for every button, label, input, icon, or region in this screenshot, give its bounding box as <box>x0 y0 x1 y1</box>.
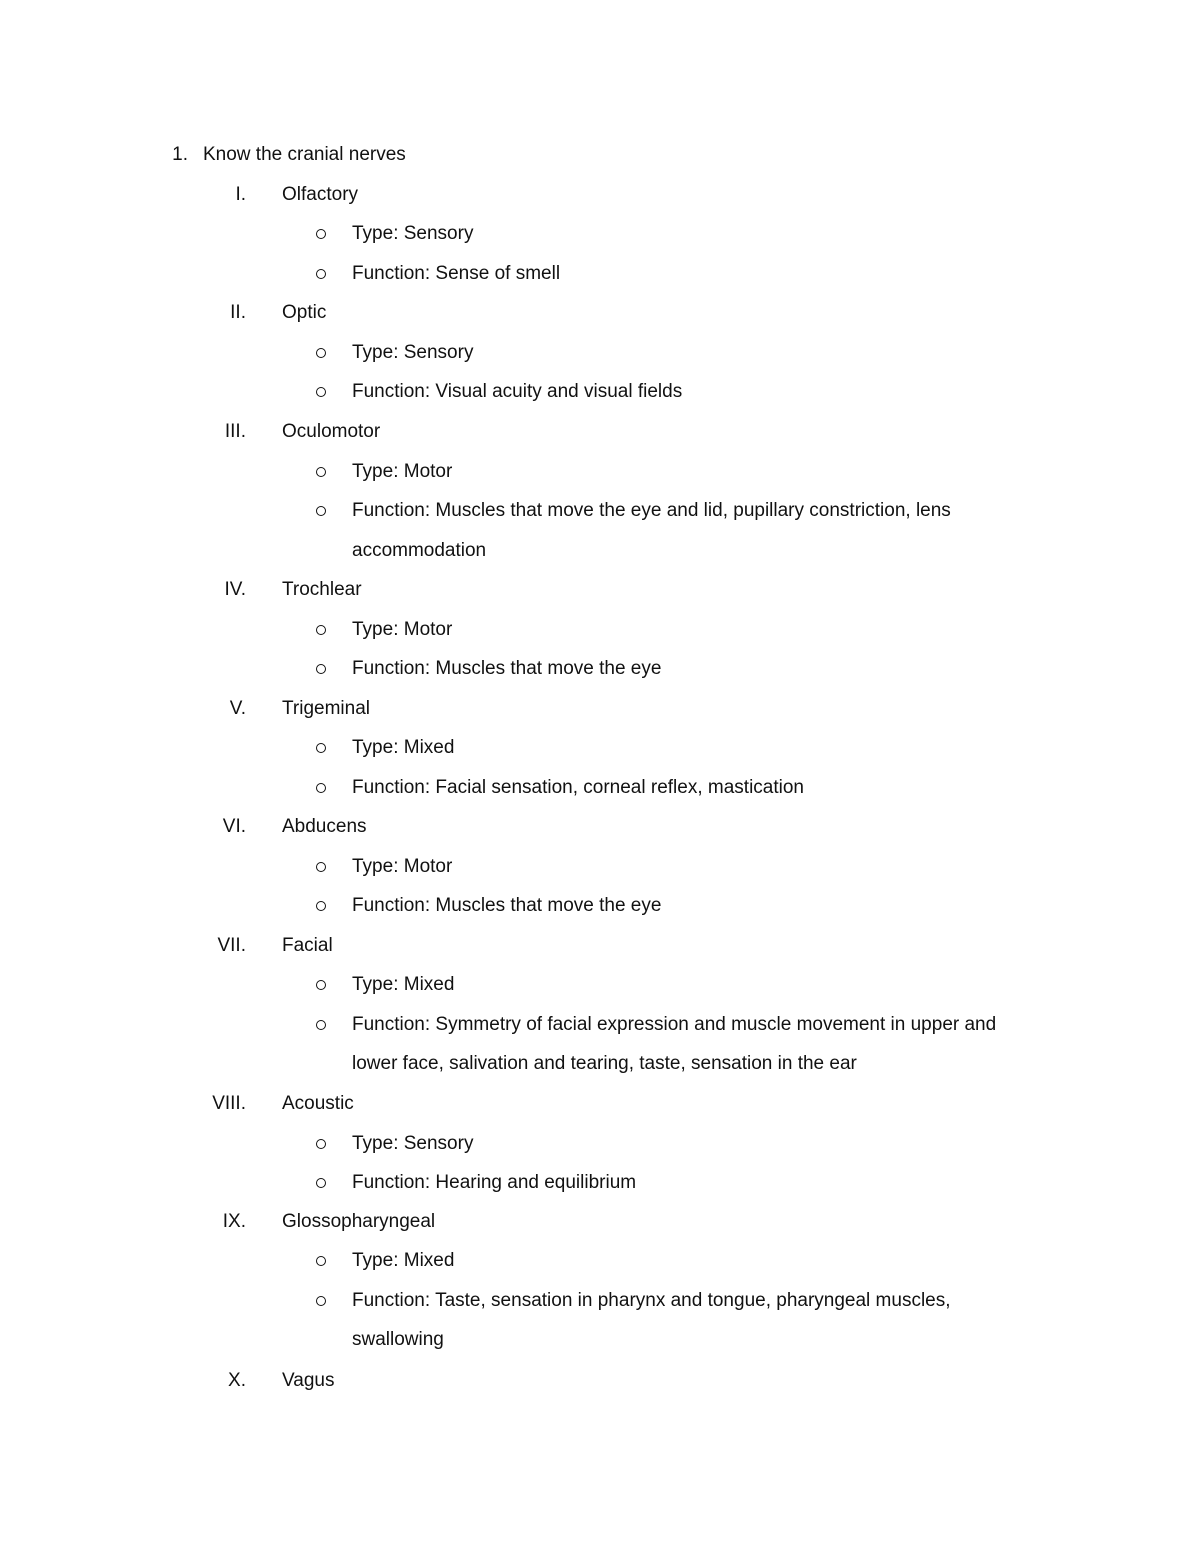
roman-numeral: V. <box>229 698 246 719</box>
nerve-item <box>0 812 1200 842</box>
nerve-item <box>0 417 1200 447</box>
nerve-type: Type: Sensory <box>0 338 1200 368</box>
nerve-function: Function: Hearing and equilibrium <box>0 1168 1200 1198</box>
circle-bullet-icon <box>316 1020 326 1030</box>
circle-bullet-icon <box>316 664 326 674</box>
nerve-item <box>0 1089 1200 1119</box>
circle-bullet-icon <box>316 348 326 358</box>
circle-bullet-icon <box>316 980 326 990</box>
circle-bullet-icon <box>316 1256 326 1266</box>
nerve-name: Trigeminal <box>282 698 370 719</box>
nerve-name: Vagus <box>282 1370 335 1391</box>
roman-numeral: VIII. <box>212 1093 246 1114</box>
roman-numeral: II. <box>230 302 246 323</box>
circle-bullet-icon <box>316 862 326 872</box>
roman-numeral: VI. <box>222 816 246 837</box>
nerve-function-continued: lower face, salivation and tearing, taste, sensation in the ear <box>352 1053 857 1074</box>
nerve-type: Type: Motor <box>0 852 1200 882</box>
nerve-type: Type: Mixed <box>0 970 1200 1000</box>
nerve-item <box>0 298 1200 328</box>
nerve-function: Function: Muscles that move the eye and lid, pupillary constriction, lens <box>0 496 1200 526</box>
nerve-item <box>0 575 1200 605</box>
list-number: 1. <box>172 144 188 165</box>
circle-bullet-icon <box>316 625 326 635</box>
circle-bullet-icon <box>316 506 326 516</box>
nerve-type: Type: Motor <box>0 615 1200 645</box>
nerve-type: Type: Sensory <box>0 219 1200 249</box>
nerve-type: Type: Mixed <box>0 733 1200 763</box>
list-item-main <box>0 140 1200 170</box>
circle-bullet-icon <box>316 1296 326 1306</box>
nerve-name: Facial <box>282 935 333 956</box>
nerve-function-continued: accommodation <box>352 540 487 561</box>
roman-numeral: I. <box>235 184 246 205</box>
circle-bullet-icon <box>316 901 326 911</box>
nerve-name: Abducens <box>282 816 367 837</box>
roman-numeral: IX. <box>222 1211 246 1232</box>
nerve-function-continued: swallowing <box>352 1329 444 1350</box>
nerve-type: Type: Sensory <box>0 1129 1200 1159</box>
nerve-item <box>0 1207 1200 1237</box>
roman-numeral: III. <box>224 421 246 442</box>
circle-bullet-icon <box>316 1139 326 1149</box>
nerve-function: Function: Symmetry of facial expression and muscle movement in upper and <box>0 1010 1200 1040</box>
roman-numeral: IV. <box>224 579 246 600</box>
circle-bullet-icon <box>316 467 326 477</box>
nerve-function: Function: Sense of smell <box>0 259 1200 289</box>
circle-bullet-icon <box>316 269 326 279</box>
nerve-name: Glossopharyngeal <box>282 1211 436 1232</box>
nerve-type: Type: Motor <box>0 457 1200 487</box>
nerve-item <box>0 1366 1200 1396</box>
nerve-item <box>0 180 1200 210</box>
nerve-name: Trochlear <box>282 579 362 600</box>
nerve-name: Optic <box>282 302 327 323</box>
nerve-name: Olfactory <box>282 184 359 205</box>
circle-bullet-icon <box>316 387 326 397</box>
nerve-function: Function: Muscles that move the eye <box>0 891 1200 921</box>
nerve-item <box>0 694 1200 724</box>
circle-bullet-icon <box>316 783 326 793</box>
nerve-type: Type: Mixed <box>0 1246 1200 1276</box>
nerve-item <box>0 931 1200 961</box>
nerve-function: Function: Facial sensation, corneal reflex, mastication <box>0 773 1200 803</box>
nerve-function: Function: Muscles that move the eye <box>0 654 1200 684</box>
list-title: Know the cranial nerves <box>203 144 406 165</box>
circle-bullet-icon <box>316 229 326 239</box>
nerve-function: Function: Taste, sensation in pharynx and tongue, pharyngeal muscles, <box>0 1286 1200 1316</box>
roman-numeral: X. <box>228 1370 246 1391</box>
nerve-function: Function: Visual acuity and visual fields <box>0 377 1200 407</box>
circle-bullet-icon <box>316 1178 326 1188</box>
nerve-name: Oculomotor <box>282 421 381 442</box>
nerve-name: Acoustic <box>282 1093 354 1114</box>
roman-numeral: VII. <box>217 935 246 956</box>
circle-bullet-icon <box>316 743 326 753</box>
